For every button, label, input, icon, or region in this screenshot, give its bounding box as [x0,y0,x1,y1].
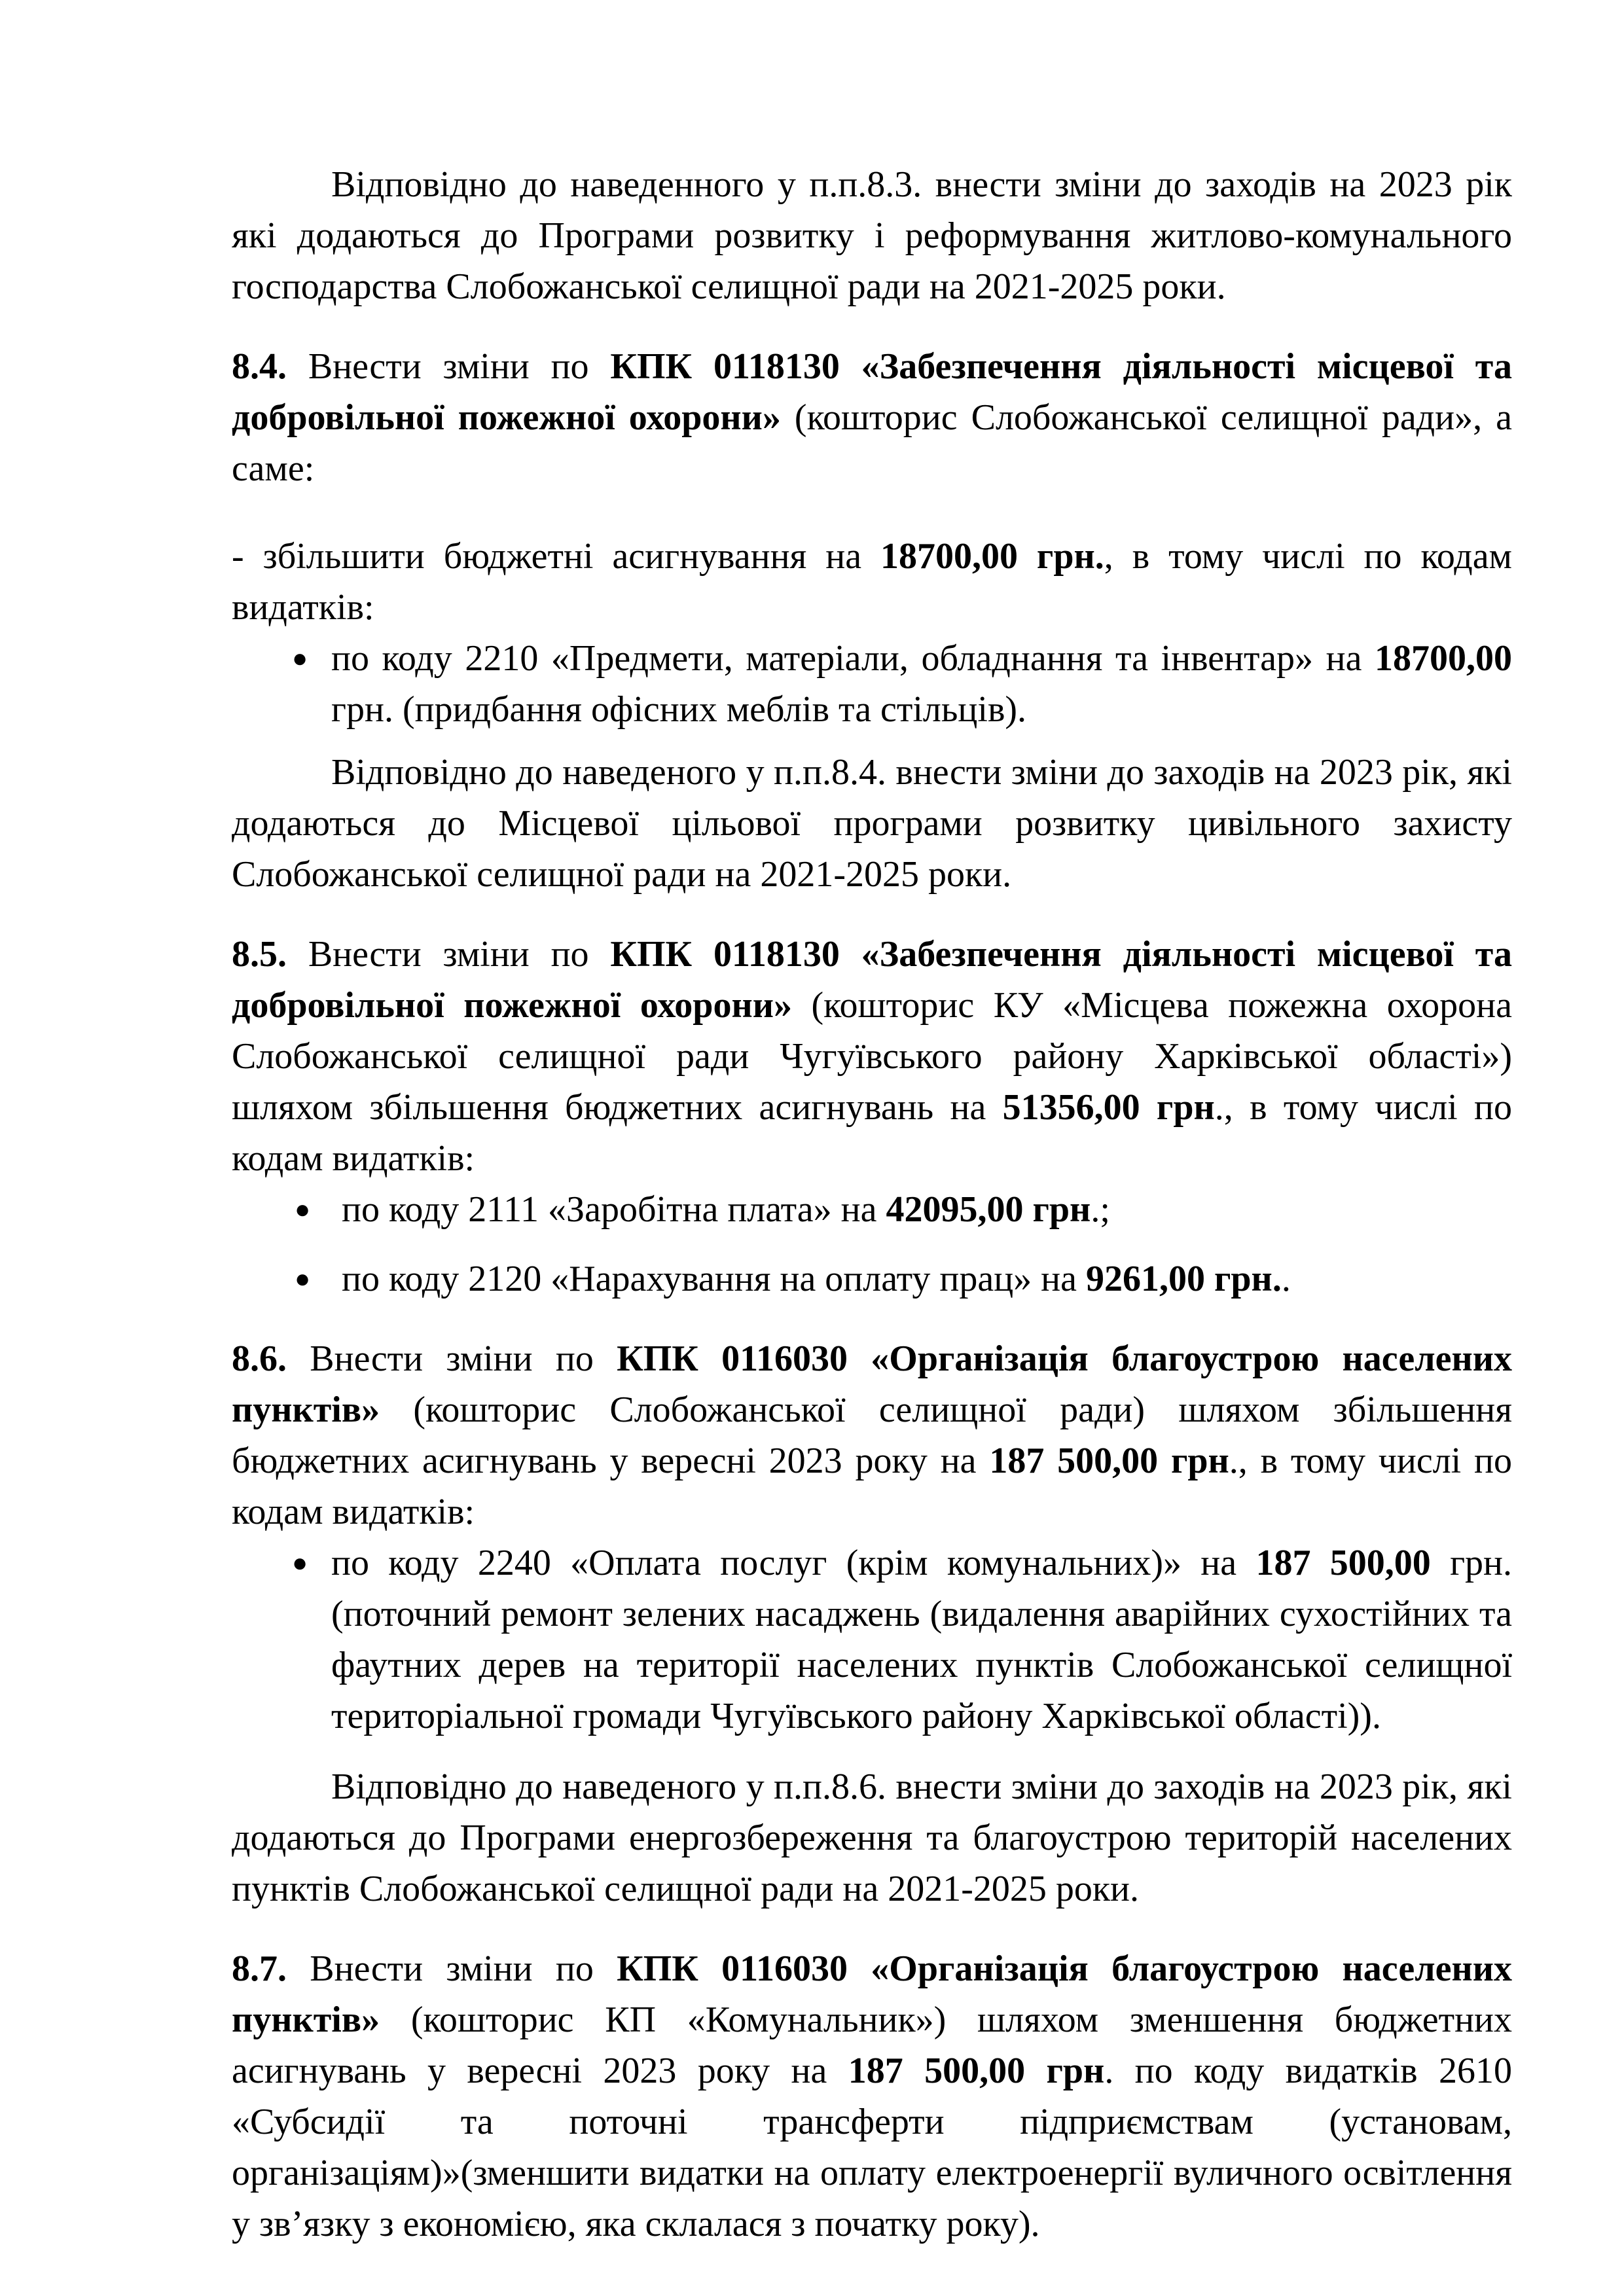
section-8-4-increase: - збільшити бюджетні асигнування на 18700,00 грн., в тому числі по кодам видатків: [232,536,1512,628]
section-8-4-heading: 8.4. Внести зміни по КПК 0118130 «Забезпечення діяльності місцевої та добровільної пожежної охорони» (кошторис Слобожанської селищної ради», а саме: [232,346,1513,489]
kpk-title: КПК 0118130 «Забезпечення діяльності місцевої та добровільної пожежної охорони» [232,346,1512,438]
amount: 9261,00 грн. [1085,1259,1282,1299]
section-number: 8.7. [232,1948,287,1989]
list-item: ● по коду 2120 «Нарахування на оплату прац» на 9261,00 грн.. [232,1253,1512,1304]
section-8-6-heading: 8.6. Внести зміни по КПК 0116030 «Організація благоустрою населених пунктів» (кошторис Слобожанської селищної ради) шляхом збільшення бюджетних асигнувань у вересні 2023 року на 187 500,00 грн., в тому числі по кодам видатків: [232,1338,1513,1532]
section-number: 8.4. [232,346,287,387]
amount: 187 500,00 грн [848,2051,1105,2091]
bullet-icon: ● [292,1548,308,1577]
section-8-4-bullet-list [232,633,1512,735]
kpk-title: КПК 0116030 «Організація благоустрою населених пунктів» [232,1338,1512,1430]
bullet-icon: ● [295,1264,311,1293]
section-8-6-reference: Відповідно до наведеного у п.п.8.6. внести зміни до заходів на 2023 рік, які додаються до Програми енергозбереження та благоустрою територій населених пунктів Слобожанської селищної ради на 2021-2025 роки. [232,1767,1512,1909]
amount: 187 500,00 грн [989,1441,1229,1481]
list-item: ● по коду 2111 «Заробітна плата» на 42095,00 грн.; [232,1184,1512,1235]
section-8-4-reference: Відповідно до наведеного у п.п.8.4. внести зміни до заходів на 2023 рік, які додаються до Місцевої цільової програми розвитку цивільного захисту Слобожанської селищної ради на 2021-2025 роки. [232,752,1512,895]
document-page [232,159,1512,2250]
section-8-5-bullet-list [232,1184,1512,1304]
section-number: 8.6. [232,1338,287,1379]
amount: 18700,00 грн. [880,536,1104,577]
list-item: ● по коду 2240 «Оплата послуг (крім комунальних)» на 187 500,00 грн. (поточний ремонт зелених насаджень (видалення аварійних сухостійних та фаутних дерев на території населених пунктів Слобожанської селищної територіальної громади Чугуївського району Харківської області)). [232,1537,1512,1742]
bullet-icon: ● [292,643,308,673]
section-8-6-bullet-list [232,1537,1512,1742]
list-item: ● по коду 2210 «Предмети, матеріали, обладнання та інвентар» на 18700,00 грн. (придбання офісних меблів та стільців). [232,633,1512,735]
amount: 42095,00 грн [886,1189,1091,1230]
section-8-5-heading: 8.5. Внести зміни по КПК 0118130 «Забезпечення діяльності місцевої та добровільної пожежної охорони» (кошторис КУ «Місцева пожежна охорона Слобожанської селищної ради Чугуївського району Харківської області») шляхом збільшення бюджетних асигнувань на 51356,00 грн., в тому числі по кодам видатків: [232,934,1513,1179]
kpk-title: КПК 0116030 «Організація благоустрою населених пунктів» [232,1948,1512,2040]
section-number: 8.5. [232,934,287,975]
kpk-title: КПК 0118130 «Забезпечення діяльності місцевої та добровільної пожежної охорони» [232,934,1512,1026]
amount: 187 500,00 [1255,1543,1431,1583]
bullet-icon: ● [295,1194,311,1224]
section-8-7-heading: 8.7. Внести зміни по КПК 0116030 «Організація благоустрою населених пунктів» (кошторис КП «Комунальник») шляхом зменшення бюджетних асигнувань у вересні 2023 року на 187 500,00 грн. по коду видатків 2610 «Субсидії та поточні трансферти підприємствам (установам, організаціям)»(зменшити видатки на оплату електроенергії вуличного освітлення у зв’язку з економією, яка склалася з початку року). [232,1948,1512,2244]
amount: 51356,00 грн [1002,1087,1215,1128]
amount: 18700,00 [1375,638,1512,679]
paragraph-8-3-reference: Відповідно до наведенного у п.п.8.3. внести зміни до заходів на 2023 рік які додаються до Програми розвитку і реформування житлово-комунального господарства Слобожанської селищної ради на 2021-2025 роки. [232,164,1512,307]
